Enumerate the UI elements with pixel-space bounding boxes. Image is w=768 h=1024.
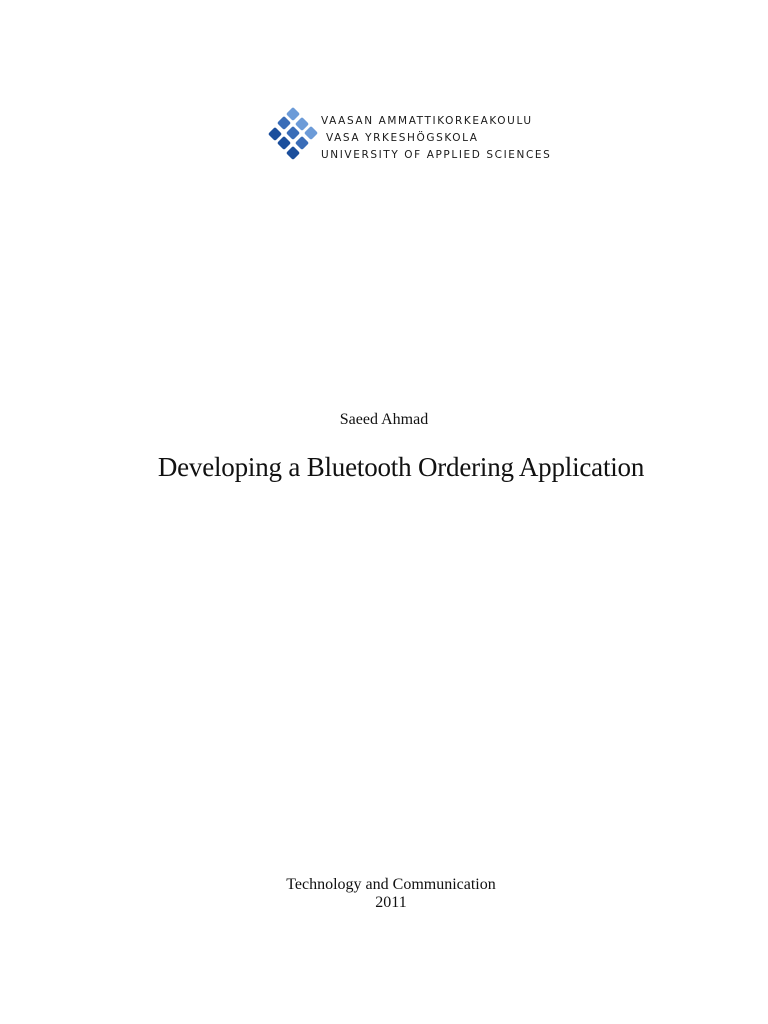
cover-footer [0, 876, 768, 912]
university-name-block [321, 113, 551, 164]
university-name-english: UNIVERSITY OF APPLIED SCIENCES [321, 149, 552, 161]
thesis-title: Developing a Bluetooth Ordering Application [157, 452, 645, 482]
university-logo [266, 106, 552, 168]
university-name-swedish: VASA YRKESHÖGSKOLA [326, 132, 479, 144]
author-name: Saeed Ahmad [339, 411, 429, 428]
university-diamond-logo-icon [266, 106, 320, 168]
university-name-finnish: VAASAN AMMATTIKORKEAKOULU [321, 115, 533, 127]
department-name: Technology and Communication [286, 876, 496, 893]
publication-year: 2011 [375, 894, 407, 911]
